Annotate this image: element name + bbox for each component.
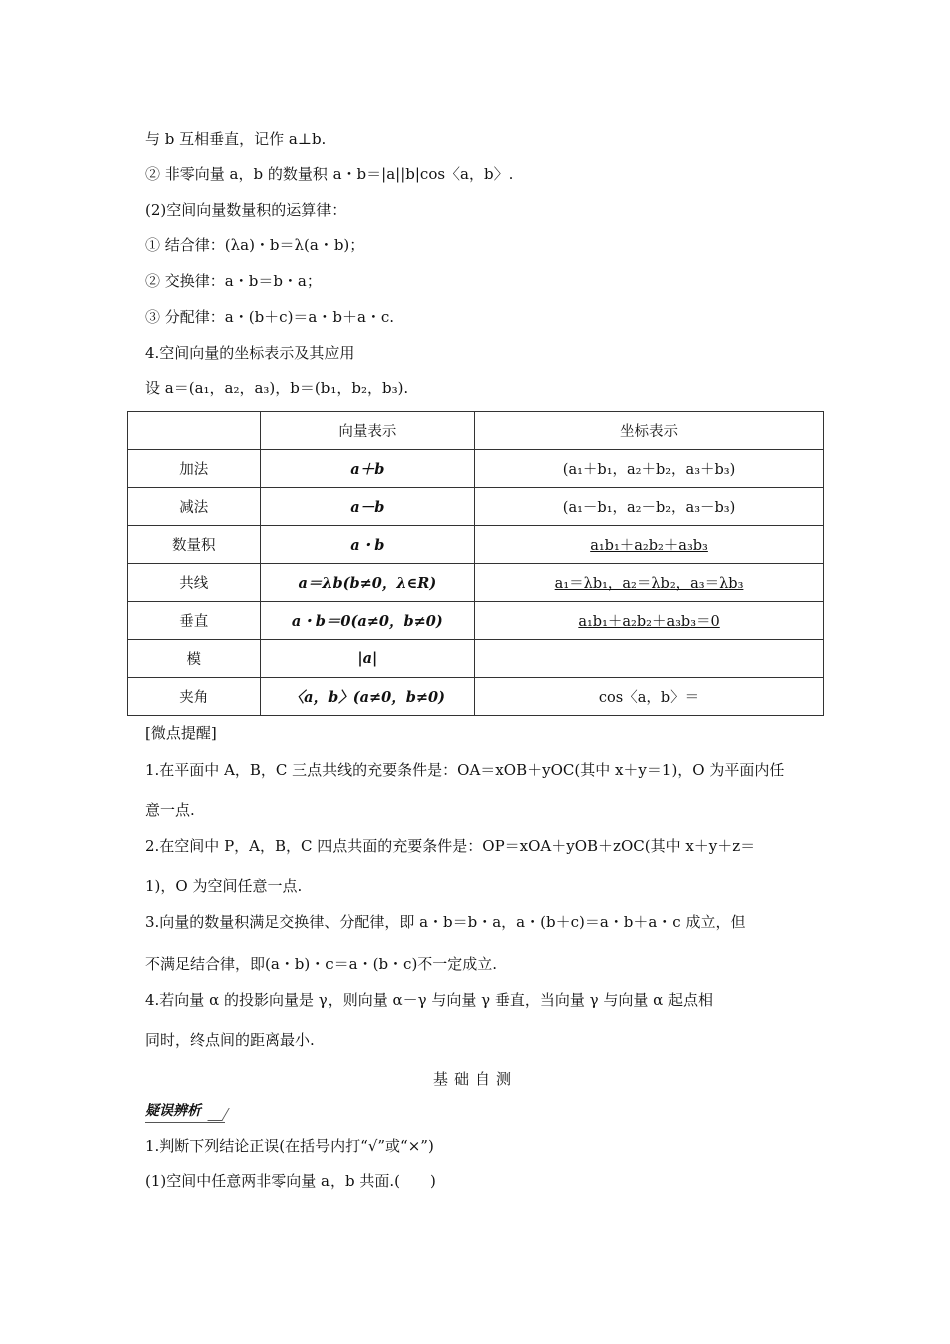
tag-hook-decoration	[207, 1108, 230, 1121]
table-header-row	[128, 412, 824, 450]
section-tag: 疑误辨析	[145, 1103, 201, 1119]
text-line-dot-product-def: ② 非零向量 a，b 的数量积 a・b＝|a||b|cos〈a，b〉.	[145, 165, 514, 183]
table-row	[128, 678, 824, 716]
tip-2-line-1: 2.在空间中 P，A，B，C 四点共面的充要条件是：OP＝xOA＋yOB＋zOC(其中 x＋y＋z＝	[145, 837, 756, 855]
tip-2-line-2: 1)，O 为空间任意一点.	[145, 877, 303, 895]
table-header-cell	[128, 412, 261, 450]
tip-4-line-2: 同时，终点间的距离最小.	[145, 1031, 315, 1049]
operation-name-cell: 共线	[128, 564, 261, 602]
tips-heading: [微点提醒]	[145, 724, 217, 742]
vector-form-cell: a＝λb(b≠0，λ∈R)	[260, 564, 475, 602]
table-row	[128, 526, 824, 564]
table-row	[128, 640, 824, 678]
operation-name-cell: 夹角	[128, 678, 261, 716]
table-row	[128, 564, 824, 602]
table-row	[128, 488, 824, 526]
vector-form-cell: a・b＝0(a≠0，b≠0)	[260, 602, 475, 640]
vector-form-cell: 〈a，b〉(a≠0，b≠0)	[260, 678, 475, 716]
vector-form-cell: |a|	[260, 640, 475, 678]
text-line-vector-definitions: 设 a＝(a₁，a₂，a₃)，b＝(b₁，b₂，b₃).	[145, 379, 409, 397]
operation-name-cell: 垂直	[128, 602, 261, 640]
text-line-distributive-law: ③ 分配律：a・(b＋c)＝a・b＋a・c.	[145, 308, 395, 326]
tip-3-line-1: 3.向量的数量积满足交换律、分配律，即 a・b＝b・a，a・(b＋c)＝a・b＋a・c 成立，但	[145, 913, 746, 931]
coordinate-form-cell: cos〈a，b〉＝	[475, 678, 824, 716]
question-1-instruction: 1.判断下列结论正误(在括号内打“√”或“×”)	[145, 1137, 434, 1155]
coordinate-form-cell	[475, 526, 824, 564]
table-row	[128, 602, 824, 640]
underlined-answer: a₁b₁＋a₂b₂＋a₃b₃	[590, 538, 708, 554]
coordinate-form-cell	[475, 640, 824, 678]
vector-form-cell: a＋b	[260, 450, 475, 488]
vector-form-cell: a－b	[260, 488, 475, 526]
tip-1-line-1: 1.在平面中 A，B，C 三点共线的充要条件是：OA＝xOB＋yOC(其中 x＋y＝1)，O 为平面内任	[145, 761, 785, 779]
coordinate-form-cell: (a₁＋b₁，a₂＋b₂，a₃＋b₃)	[475, 450, 824, 488]
operation-name-cell: 模	[128, 640, 261, 678]
text-line-commutative-law: ② 交换律：a・b＝b・a；	[145, 272, 322, 290]
question-1-item-1: (1)空间中任意两非零向量 a，b 共面.( )	[145, 1172, 436, 1190]
text-line-perpendicular-def: 与 b 互相垂直，记作 a⊥b.	[145, 130, 327, 148]
coordinate-form-cell	[475, 602, 824, 640]
text-line-coordinate-heading: 4.空间向量的坐标表示及其应用	[145, 344, 355, 362]
table-header-cell: 向量表示	[260, 412, 475, 450]
table-row	[128, 450, 824, 488]
vector-form-cell: a・b	[260, 526, 475, 564]
tip-1-line-2: 意一点.	[145, 801, 195, 819]
operation-name-cell: 数量积	[128, 526, 261, 564]
operation-name-cell: 加法	[128, 450, 261, 488]
tip-3-line-2: 不满足结合律，即(a・b)・c＝a・(b・c)不一定成立.	[145, 955, 498, 973]
vector-coordinate-table	[127, 411, 824, 716]
table-header-cell: 坐标表示	[475, 412, 824, 450]
coordinate-form-cell	[475, 564, 824, 602]
text-line-associative-law: ① 结合律：(λa)・b＝λ(a・b)；	[145, 236, 365, 254]
text-line-operation-laws-heading: (2)空间向量数量积的运算律：	[145, 201, 347, 219]
tip-4-line-1: 4.若向量 α 的投影向量是 γ，则向量 α－γ 与向量 γ 垂直，当向量 γ 与向量 α 起点相	[145, 991, 714, 1009]
underlined-answer: a₁b₁＋a₂b₂＋a₃b₃＝0	[578, 614, 720, 630]
underlined-answer: a₁＝λb₁，a₂＝λb₂，a₃＝λb₃	[554, 576, 744, 592]
coordinate-form-cell: (a₁－b₁，a₂－b₂，a₃－b₃)	[475, 488, 824, 526]
section-title: 基础自测	[432, 1070, 517, 1088]
operation-name-cell: 减法	[128, 488, 261, 526]
